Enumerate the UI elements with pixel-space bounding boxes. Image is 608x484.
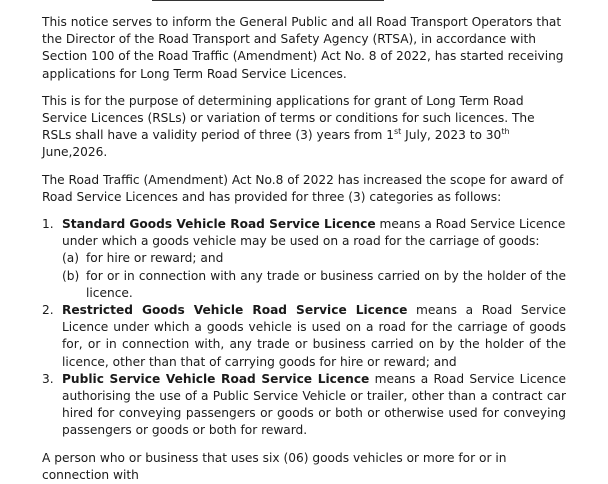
- category-term: Restricted Goods Vehicle Road Service Licence: [62, 303, 408, 318]
- title-underline: [152, 0, 384, 1]
- closing-paragraph: A person who or business that uses six (06) goods vehicles or more for or in connection with: [42, 450, 507, 482]
- category-definition: means a Road Service Licence under which a goods vehicle may be used on a road for the carriage of goods:: [62, 217, 566, 249]
- category-number: 3.: [42, 371, 54, 386]
- scope-paragraph: The Road Traffic (Amendment) Act No.8 of 2022 has increased the scope for award of Road Service Licences and has provided for three (3) categories as follows:: [42, 172, 564, 204]
- sub-item-label: (b): [62, 268, 80, 283]
- category-item-restricted-goods: [42, 302, 566, 371]
- sub-item-text: for or in connection with any trade or business carried on by the holder of the licence.: [86, 268, 566, 300]
- sub-item-b: [62, 268, 566, 302]
- purpose-text-before: This is for the purpose of determining applications for grant of Long Term Road Service Licences (RSLs) or variation of terms or conditions for such licences. The RSLs shall have a validity period of three (3) years from 1: [42, 93, 535, 143]
- sub-item-text: for hire or reward; and: [86, 251, 224, 266]
- ordinal-th: th: [501, 127, 510, 137]
- category-term: Standard Goods Vehicle Road Service Licence: [62, 217, 376, 232]
- category-item-public-service: [42, 371, 566, 440]
- category-definition: means a Road Service Licence under which a goods vehicle is used on a road for the carriage of goods for, or in connection with, any trade or business carried on by the holder of the licence, other than that of carrying goods for hire or reward; and: [62, 303, 566, 369]
- category-item-standard-goods: [42, 216, 566, 302]
- sub-item-label: (a): [62, 251, 79, 266]
- ordinal-st: st: [393, 127, 402, 137]
- categories-list: [42, 216, 566, 440]
- category-term: Public Service Vehicle Road Service Licence: [62, 371, 370, 386]
- notice-body: [42, 14, 566, 484]
- category-number: 2.: [42, 303, 54, 318]
- intro-paragraph: This notice serves to inform the General Public and all Road Transport Operators that the Director of the Road Transport and Safety Agency (RTSA), in accordance with Section 100 of the Road Traffic (Amendment) Act No. 8 of 2022, has started receiving applications for Long Term Road Service Licences.: [42, 15, 564, 81]
- purpose-text-mid: July, 2023 to 30: [401, 128, 502, 143]
- purpose-text-after: June,2026.: [42, 145, 108, 160]
- purpose-paragraph: [42, 93, 566, 162]
- category-number: 1.: [42, 217, 54, 232]
- sub-item-a: [62, 250, 566, 267]
- category-definition: means a Road Service Licence authorising the use of a Public Service Vehicle or trailer, other than a contract car hired for conveying passengers or goods or both or otherwise used for conveying passengers or goods or both for reward.: [62, 371, 566, 438]
